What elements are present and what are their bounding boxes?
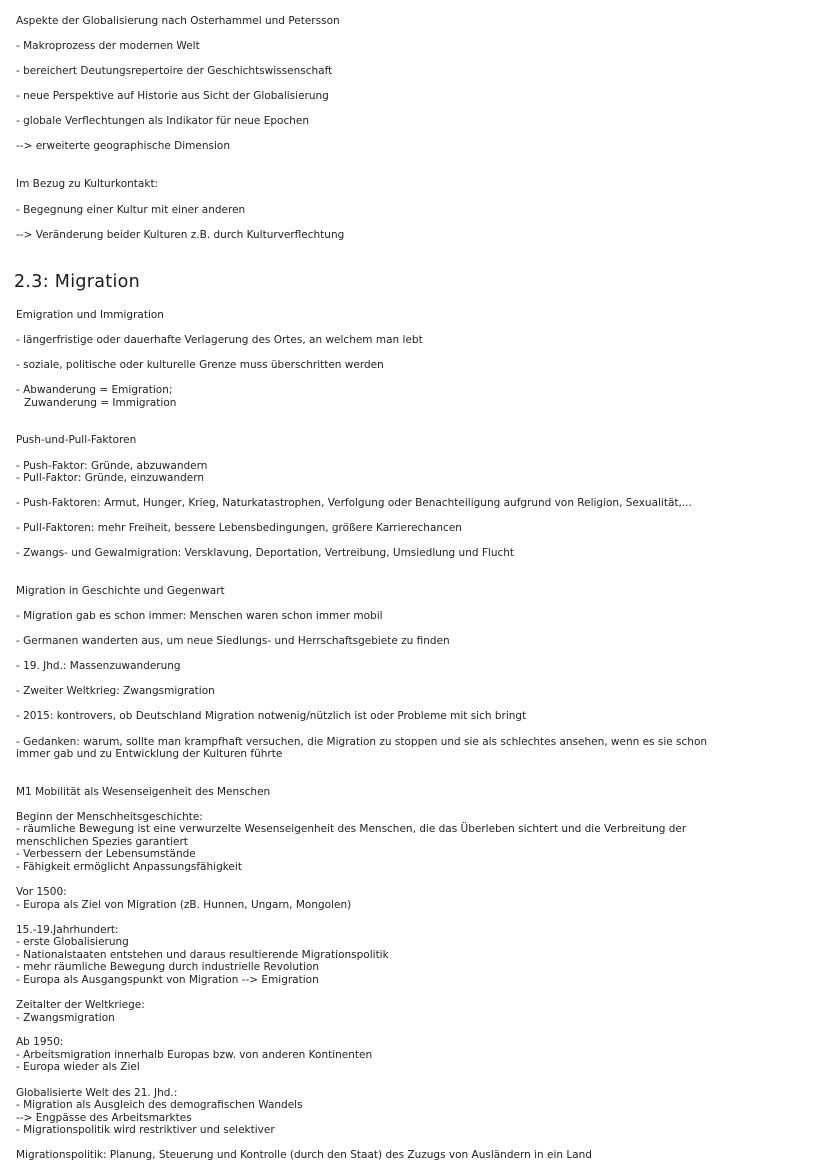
m1-title: M1 Mobilität als Wesenseigenheit des Menschen bbox=[16, 786, 271, 798]
m1-beginn-point: - räumliche Bewegung ist eine verwurzelte Wesenseigenheit des Menschen, die das Überleben sichtert und die Verbreitung der bbox=[16, 823, 687, 835]
geschichte-point: immer gab und zu Entwicklung der Kulturen führte bbox=[16, 748, 283, 760]
intro-point: - neue Perspektive auf Historie aus Sicht der Globalisierung bbox=[16, 90, 329, 102]
pushpull-point: - Pull-Faktoren: mehr Freiheit, bessere Lebensbedingungen, größere Karrierechancen bbox=[16, 522, 462, 534]
kulturkontakt-point: - Begegnung einer Kultur mit einer anderen bbox=[16, 204, 246, 216]
pushpull-title: Push-und-Pull-Faktoren bbox=[16, 434, 137, 446]
pushpull-point: - Push-Faktoren: Armut, Hunger, Krieg, Naturkatastrophen, Verfolgung oder Benachteiligung aufgrund von Religion, Sexualität,... bbox=[16, 497, 692, 509]
kulturkontakt-title: Im Bezug zu Kulturkontakt: bbox=[16, 178, 159, 190]
intro-point: - Makroprozess der modernen Welt bbox=[16, 40, 200, 52]
m1-ab1950-point: - Arbeitsmigration innerhalb Europas bzw. von anderen Kontinenten bbox=[16, 1049, 373, 1061]
intro-title: Aspekte der Globalisierung nach Osterhammel und Petersson bbox=[16, 15, 340, 27]
geschichte-point: - Gedanken: warum, sollte man krampfhaft versuchen, die Migration zu stoppen und sie als schlechtes ansehen, wenn es sie schon bbox=[16, 736, 708, 748]
m1-beginn-point: menschlichen Spezies garantiert bbox=[16, 836, 188, 848]
m1-welt21-point: --> Engpässe des Arbeitsmarktes bbox=[16, 1112, 192, 1124]
m1-ab1950-point: - Europa wieder als Ziel bbox=[16, 1061, 140, 1073]
geschichte-point: - Zweiter Weltkrieg: Zwangsmigration bbox=[16, 685, 215, 697]
emigration-point: - längerfristige oder dauerhafte Verlagerung des Ortes, an welchem man lebt bbox=[16, 334, 423, 346]
m1-vor1500-title: Vor 1500: bbox=[16, 886, 67, 898]
m1-definition: Migrationspolitik: Planung, Steuerung und Kontrolle (durch den Staat) des Zuzugs von Ausländern in ein Land bbox=[16, 1149, 592, 1161]
m1-ab1950-title: Ab 1950: bbox=[16, 1036, 64, 1048]
m1-jh15-19-title: 15.-19.Jahrhundert: bbox=[16, 924, 119, 936]
geschichte-point: - Germanen wanderten aus, um neue Siedlungs- und Herrschaftsgebiete zu finden bbox=[16, 635, 450, 647]
emigration-point: - Abwanderung = Emigration; bbox=[16, 384, 173, 396]
m1-vor1500-point: - Europa als Ziel von Migration (zB. Hunnen, Ungarn, Mongolen) bbox=[16, 899, 352, 911]
geschichte-point: - 19. Jhd.: Massenzuwanderung bbox=[16, 660, 181, 672]
m1-jh15-19-point: - Nationalstaaten entstehen und daraus resultierende Migrationspolitik bbox=[16, 949, 389, 961]
m1-weltkriege-title: Zeitalter der Weltkriege: bbox=[16, 999, 145, 1011]
m1-beginn-title: Beginn der Menschheitsgeschichte: bbox=[16, 811, 203, 823]
m1-weltkriege-point: - Zwangsmigration bbox=[16, 1012, 115, 1024]
kulturkontakt-point: --> Veränderung beider Kulturen z.B. durch Kulturverflechtung bbox=[16, 229, 345, 241]
m1-jh15-19-point: - Europa als Ausgangspunkt von Migration --> Emigration bbox=[16, 974, 319, 986]
m1-welt21-point: - Migrationspolitik wird restriktiver und selektiver bbox=[16, 1124, 275, 1136]
m1-jh15-19-point: - erste Globalisierung bbox=[16, 936, 129, 948]
m1-beginn-point: - Verbessern der Lebensumstände bbox=[16, 848, 196, 860]
pushpull-point: - Zwangs- und Gewalmigration: Versklavung, Deportation, Vertreibung, Umsiedlung und Flucht bbox=[16, 547, 515, 559]
intro-point: - globale Verflechtungen als Indikator für neue Epochen bbox=[16, 115, 309, 127]
m1-welt21-point: - Migration als Ausgleich des demografischen Wandels bbox=[16, 1099, 303, 1111]
intro-point: --> erweiterte geographische Dimension bbox=[16, 140, 230, 152]
emigration-point: - soziale, politische oder kulturelle Grenze muss überschritten werden bbox=[16, 359, 384, 371]
pushpull-point: - Pull-Faktor: Gründe, einzuwandern bbox=[16, 472, 205, 484]
geschichte-point: - Migration gab es schon immer: Menschen waren schon immer mobil bbox=[16, 610, 383, 622]
m1-jh15-19-point: - mehr räumliche Bewegung durch industrielle Revolution bbox=[16, 961, 320, 973]
intro-point: - bereichert Deutungsrepertoire der Geschichtswissenschaft bbox=[16, 65, 333, 77]
geschichte-title: Migration in Geschichte und Gegenwart bbox=[16, 585, 225, 597]
pushpull-point: - Push-Faktor: Gründe, abzuwandern bbox=[16, 460, 208, 472]
m1-welt21-title: Globalisierte Welt des 21. Jhd.: bbox=[16, 1087, 178, 1099]
emigration-point: Zuwanderung = Immigration bbox=[24, 397, 177, 409]
m1-beginn-point: - Fähigkeit ermöglicht Anpassungsfähigkeit bbox=[16, 861, 242, 873]
geschichte-point: - 2015: kontrovers, ob Deutschland Migration notwenig/nützlich ist oder Probleme mit sich bringt bbox=[16, 710, 527, 722]
section-heading: 2.3: Migration bbox=[14, 272, 140, 292]
emigration-title: Emigration und Immigration bbox=[16, 309, 164, 321]
